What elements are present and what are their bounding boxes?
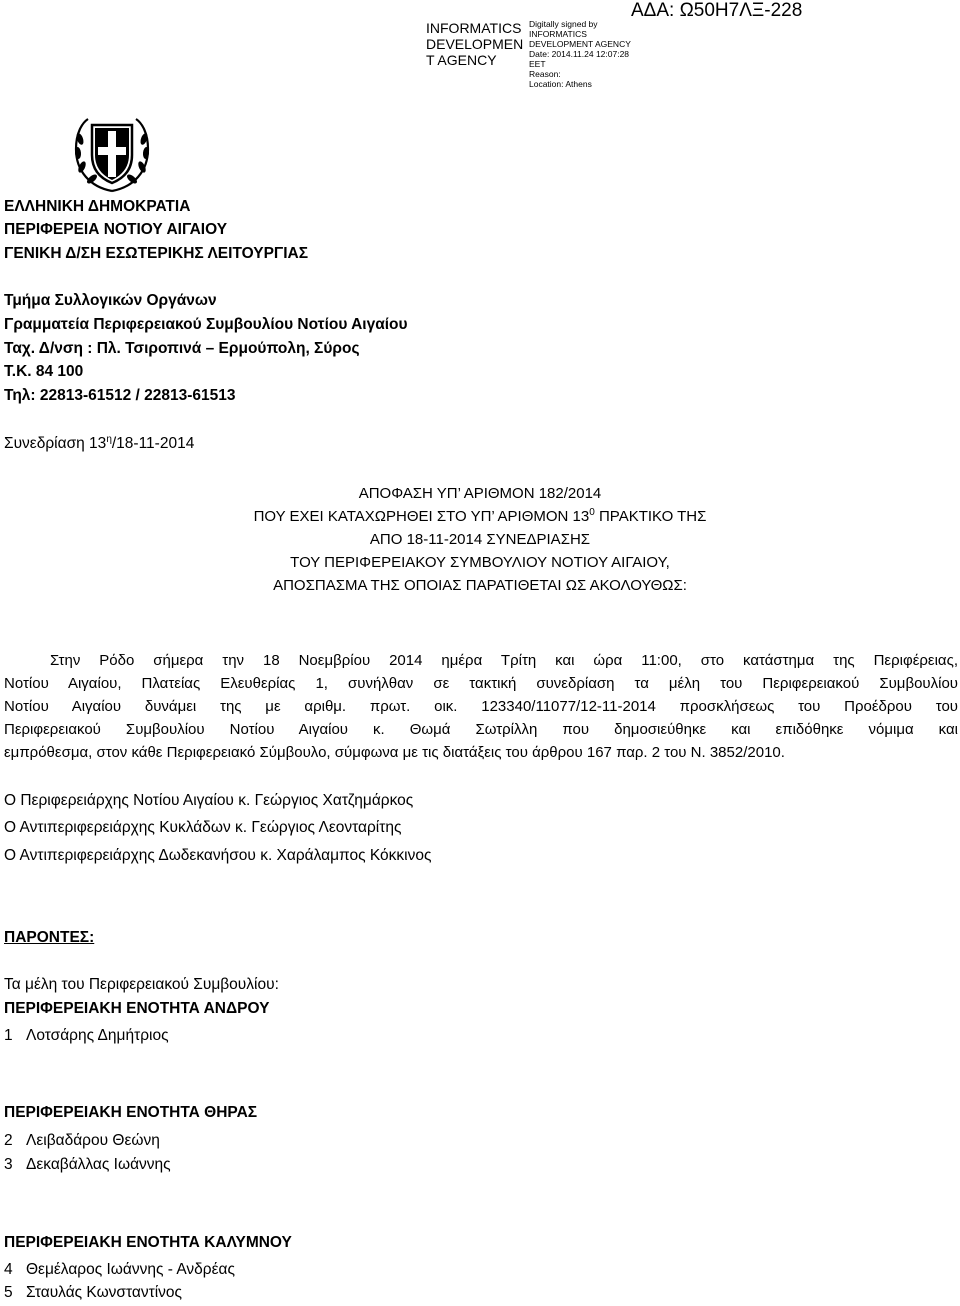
official-deputy-cyclades: Ο Αντιπεριφερειάρχης Κυκλάδων κ. Γεώργιος Λεονταρίτης (4, 819, 402, 836)
session-prefix: Συνεδρίαση 13 (4, 435, 107, 452)
decision-line-2-pre: ΠΟΥ ΕΧΕΙ ΚΑΤΑΧΩΡΗΘΕΙ ΣΤΟ ΥΠ’ ΑΡΙΘΜΟΝ 13 (253, 508, 590, 525)
office-secretariat: Γραμματεία Περιφερειακού Συμβουλίου Νοτίου Αιγαίου (4, 316, 408, 333)
intro-line: Νοτίου Αιγαίου, Πλατείας Ελευθερίας 1, συνήλθαν σε τακτική συνεδρίαση τα μέλη του Περιφερειακού Συμβουλίου (4, 675, 958, 692)
official-regional-governor: Ο Περιφερειάρχης Νοτίου Αιγαίου κ. Γεώργιος Χατζημάρκος (4, 792, 414, 809)
intro-line: Περιφερειακού Συμβουλίου Νοτίου Αιγαίου κ. Θωμά Σωτρίλλη που δημοσιεύθηκε και επιδόθηκε νόμιμα και (4, 721, 958, 738)
member-number: 1 (4, 1027, 13, 1044)
intro-line: Στην Ρόδο σήμερα την 18 Νοεμβρίου 2014 ημέρα Τρίτη και ώρα 11:00, στο κατάστημα της Περιφέρειας, (50, 652, 958, 669)
member-number: 4 (4, 1261, 13, 1278)
member-item (4, 1155, 171, 1175)
signature-detail-line: Location: Athens (529, 79, 592, 89)
member-name: Λοτσάρης Δημήτριος (26, 1027, 169, 1044)
member-name: Δεκαβάλλας Ιωάννης (26, 1156, 171, 1173)
signature-detail-line: EET (529, 59, 546, 69)
unit-title: ΠΕΡΙΦΕΡΕΙΑΚΗ ΕΝΟΤΗΤΑ ΑΝΔΡΟΥ (4, 1000, 270, 1017)
signature-org-line: T AGENCY (426, 52, 497, 68)
member-item (4, 1131, 160, 1151)
office-address: Ταχ. Δ/νση : Πλ. Τσιροπινά – Ερμούπολη, Σύρος (4, 340, 360, 357)
intro-line: Νοτίου Αιγαίου δυνάμει της με αριθμ. πρωτ. οικ. 123340/11077/12-11-2014 προσκλήσεως του Προέδρου του (4, 698, 958, 715)
member-item (4, 1260, 235, 1280)
member-item (4, 1026, 169, 1046)
decision-line-2-sup: 0 (589, 507, 595, 518)
signature-detail-line: Date: 2014.11.24 12:07:28 (529, 49, 630, 59)
decision-line-5: ΑΠΟΣΠΑΣΜΑ ΤΗΣ ΟΠΟΙΑΣ ΠΑΡΑΤΙΘΕΤΑΙ ΩΣ ΑΚΟΛΟΥΘΩΣ: (273, 577, 687, 594)
member-number: 2 (4, 1132, 13, 1149)
signature-org (426, 20, 523, 68)
decision-line-2-post: ΠΡΑΚΤΙΚΟ ΤΗΣ (594, 508, 707, 525)
session-suffix: /18-11-2014 (111, 435, 195, 452)
official-deputy-dodecanese: Ο Αντιπεριφερειάρχης Δωδεκανήσου κ. Χαράλαμπος Κόκκινος (4, 847, 432, 864)
decision-line-1: ΑΠΟΦΑΣΗ ΥΠ’ ΑΡΙΘΜΟΝ 182/2014 (358, 485, 602, 502)
decision-line-4: ΤΟΥ ΠΕΡΙΦΕΡΕΙΑΚΟΥ ΣΥΜΒΟΥΛΙΟΥ ΝΟΤΙΟΥ ΑΙΓΑΙΟΥ, (290, 554, 670, 571)
member-name: Σταυλάς Κωνσταντίνος (26, 1284, 183, 1301)
header-region: ΠΕΡΙΦΕΡΕΙΑ ΝΟΤΙΟΥ ΑΙΓΑΙΟΥ (4, 221, 228, 238)
intro-line: εμπρόθεσμα, στον κάθε Περιφερειακό Σύμβουλο, σύμφωνα με τις διατάξεις του άρθρου 167 παρ. 2 του Ν. 3852/2010. (4, 744, 785, 761)
members-intro: Τα μέλη του Περιφερειακού Συμβουλίου: (4, 976, 279, 993)
member-number: 3 (4, 1156, 13, 1173)
signature-detail-line: Reason: (529, 69, 561, 79)
signature-org-line: INFORMATICS (426, 20, 522, 36)
present-title: ΠΑΡΟΝΤΕΣ: (4, 929, 95, 946)
signature-detail-line: Digitally signed by (529, 19, 598, 29)
member-item (4, 1283, 182, 1303)
signature-detail-line: DEVELOPMENT AGENCY (529, 39, 631, 49)
member-number: 5 (4, 1284, 13, 1301)
session-line (4, 434, 194, 454)
ada-code: ΑΔΑ: Ω50Η7ΛΞ-228 (631, 0, 803, 21)
office-department: Τμήμα Συλλογικών Οργάνων (4, 292, 217, 309)
signature-details (529, 19, 631, 89)
signature-org-line: DEVELOPMEN (426, 36, 524, 52)
signature-detail-line: INFORMATICS (529, 29, 587, 39)
office-postcode: Τ.Κ. 84 100 (4, 363, 84, 380)
decision-line-3: ΑΠΟ 18-11-2014 ΣΥΝΕΔΡΙΑΣΗΣ (369, 531, 591, 548)
session-sup: η (106, 433, 112, 445)
member-name: Λειβαδάρου Θεώνη (26, 1132, 160, 1149)
office-phone: Τηλ: 22813-61512 / 22813-61513 (4, 387, 236, 404)
intro-paragraph (4, 649, 958, 764)
header-state: ΕΛΛΗΝΙΚΗ ΔΗΜΟΚΡΑΤΙΑ (4, 198, 191, 215)
unit-title: ΠΕΡΙΦΕΡΕΙΑΚΗ ΕΝΟΤΗΤΑ ΚΑΛΥΜΝΟΥ (4, 1234, 292, 1251)
decision-line-2 (0, 507, 960, 527)
greek-emblem-icon (68, 111, 156, 199)
header-directorate: ΓΕΝΙΚΗ Δ/ΣΗ ΕΣΩΤΕΡΙΚΗΣ ΛΕΙΤΟΥΡΓΙΑΣ (4, 245, 309, 262)
member-name: Θεμέλαρος Ιωάννης - Ανδρέας (26, 1261, 235, 1278)
unit-title: ΠΕΡΙΦΕΡΕΙΑΚΗ ΕΝΟΤΗΤΑ ΘΗΡΑΣ (4, 1104, 258, 1121)
